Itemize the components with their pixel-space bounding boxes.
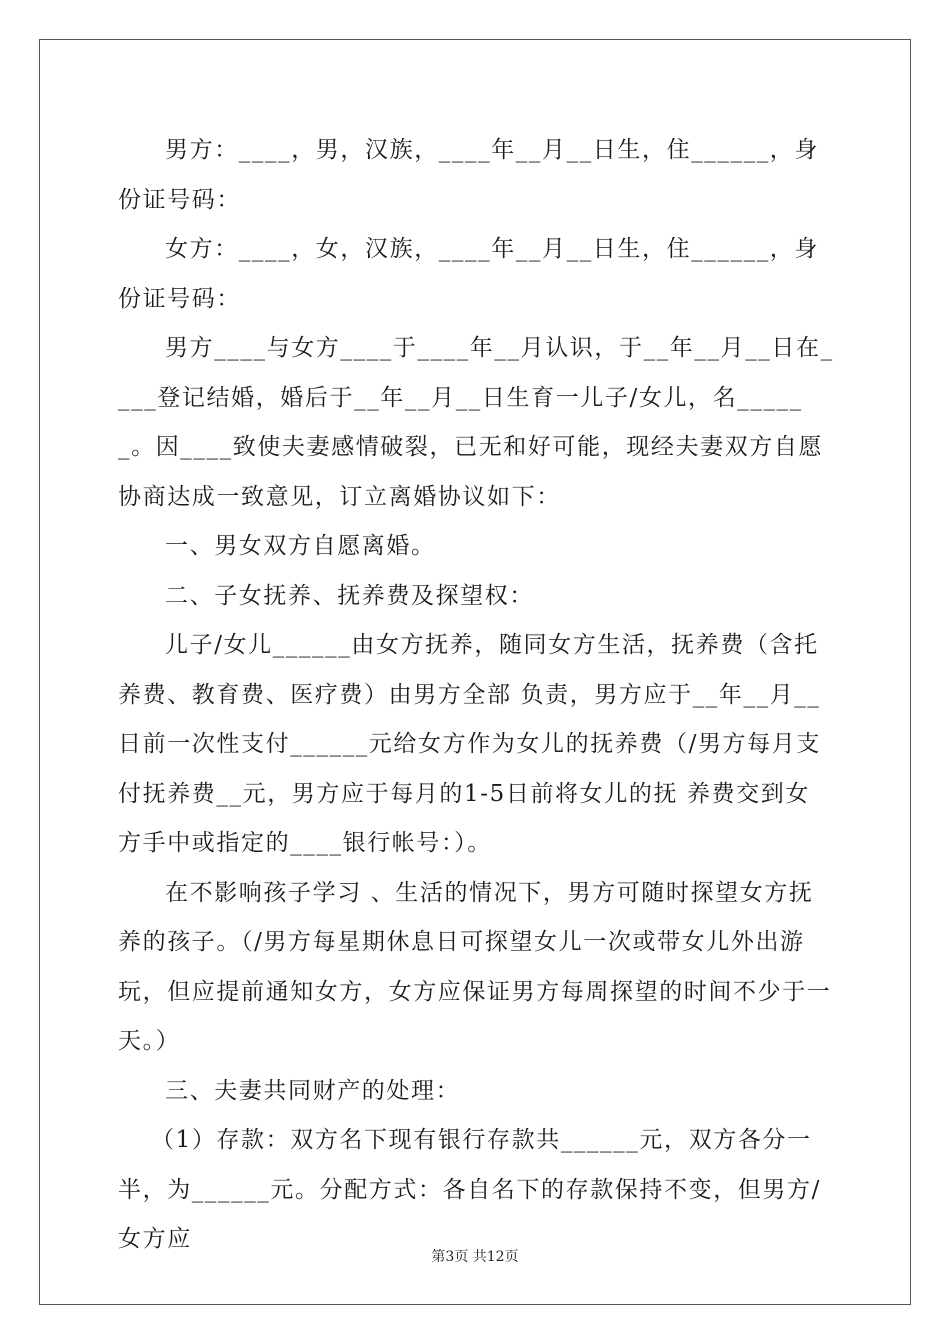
paragraph-marriage-background: 男方____与女方____于____年__月认识，于__年__月__日在____登记结婚，婚后于__年__月__日生育一儿子/女儿，名______。因____致使夫妻感情破裂，已无和好可能，现经夫妻双方自愿协商达成一致意见，订立离婚协议如下：: [118, 335, 834, 510]
document-body: [118, 126, 834, 1265]
paragraph-male-party: 男方：____，男，汉族，____年__月__日生，住______，身份证号码：: [118, 137, 819, 213]
page-footer: 第3页 共12页: [431, 1249, 519, 1265]
clause-1-voluntary-divorce: 一、男女双方自愿离婚。: [165, 533, 436, 559]
paragraph-female-party: 女方：____，女，汉族，____年__月__日生，住______，身份证号码：: [118, 236, 819, 312]
paragraph-visitation: 在不影响孩子学习 、生活的情况下，男方可随时探望女方抚养的孩子。（/男方每星期休息日可探望女儿一次或带女儿外出游玩，但应提前通知女方，女方应保证男方每周探望的时间不少于一天。）: [118, 879, 832, 1054]
clause-3-heading: 三、夫妻共同财产的处理：: [165, 1077, 461, 1104]
clause-2-heading: 二、子女抚养、抚养费及探望权：: [165, 582, 534, 609]
paragraph-deposits: （1）存款：双方名下现有银行存款共______元，双方各分一半，为______元。分配方式：各自名下的存款保持不变，但男方/女方应: [118, 1127, 821, 1252]
paragraph-child-support: 儿子/女儿______由女方抚养，随同女方生活，抚养费（含托养费、教育费、医疗费）由男方全部 负责，男方应于__年__月__日前一次性支付______元给女方作为女儿的抚养费（/男方每月支付抚养费__元，男方应于每月的1-5日前将女儿的抚 养费交到女方手中或指定的____银行帐号：）。: [118, 632, 821, 856]
